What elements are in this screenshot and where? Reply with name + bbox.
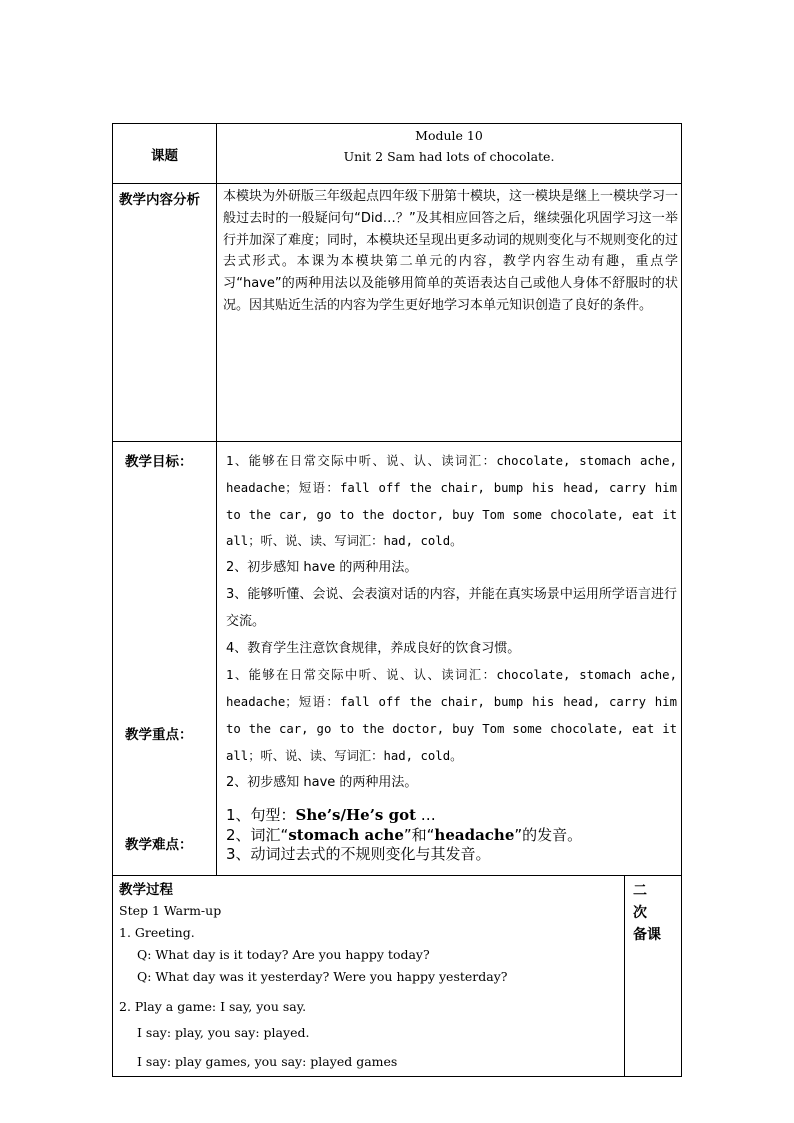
question-line: Q: What day was it yesterday? Were you happy yesterday?	[137, 969, 508, 984]
key-points-label: 教学重点：	[125, 727, 193, 743]
backup-label: 备课	[633, 927, 661, 943]
difficulties-list	[226, 806, 677, 865]
key-point-item: 1、能够在日常交际中听、说、认、读词汇：chocolate, stomach ache, headache；短语：fall off the chair, bump his head, carry him to the car, go to the doctor, buy Tom some chocolate, eat it all；听、说、读、写词汇：had, cold。	[226, 668, 677, 763]
example-line: I say: play, you say: played.	[137, 1025, 310, 1040]
topic-row	[113, 124, 682, 184]
goals-labels-column	[113, 442, 217, 876]
goal-item: 3、能够听懂、会说、会表演对话的内容，并能在真实场景中运用所学语言进行交流。	[226, 586, 677, 629]
difficulty-text: 1、句型：	[226, 806, 296, 825]
backup-label-part: 次	[633, 905, 647, 921]
backup-label-part: 二	[633, 883, 665, 899]
module-title: Module 10	[415, 128, 483, 143]
process-row	[113, 876, 682, 1077]
difficulty-item	[226, 826, 677, 846]
process-label: 教学过程	[119, 882, 173, 898]
difficulties-label: 教学难点：	[125, 837, 193, 853]
topic-label: 课题	[113, 124, 217, 184]
difficulty-bold: She’s/He’s got	[295, 806, 417, 825]
lesson-plan-table	[112, 123, 682, 1077]
difficulty-item	[226, 806, 677, 826]
key-point-item: 2、初步感知 have 的两种用法。	[226, 774, 418, 790]
backup-notes-cell	[625, 876, 682, 1077]
goal-item: 2、初步感知 have 的两种用法。	[226, 560, 418, 576]
goals-label: 教学目标：	[125, 454, 193, 470]
step-title: Step 1 Warm-up	[119, 903, 222, 918]
game-item: 2. Play a game: I say, you say.	[119, 999, 307, 1014]
goal-item: 1、能够在日常交际中听、说、认、读词汇：chocolate, stomach ache, headache；短语：fall off the chair, bump his head, carry him to the car, go to the doctor, buy Tom some chocolate, eat it all；听、说、读、写词汇：had, cold。	[226, 454, 677, 549]
analysis-row	[113, 184, 682, 442]
goals-content	[217, 442, 682, 876]
goals-row	[113, 442, 682, 876]
difficulty-text: ”的发音。	[514, 825, 583, 844]
difficulty-text: 2、词汇“	[226, 825, 289, 844]
unit-title: Unit 2 Sam had lots of chocolate.	[343, 149, 555, 164]
difficulty-item	[226, 845, 677, 865]
difficulty-text: …	[416, 806, 436, 825]
question-line: Q: What day is it today? Are you happy today?	[137, 947, 430, 962]
difficulty-text: 3、动词过去式的不规则变化与其发音。	[226, 845, 491, 864]
difficulty-text: ”和“	[403, 825, 435, 844]
greeting-item: 1. Greeting.	[119, 925, 195, 940]
example-line: I say: play games, you say: played games	[137, 1054, 398, 1069]
analysis-label: 教学内容分析	[113, 184, 217, 442]
goal-item: 4、教育学生注意饮食规律，养成良好的饮食习惯。	[226, 640, 521, 656]
analysis-text: 本模块为外研版三年级起点四年级下册第十模块，这一模块是继上一模块学习一般过去时的一般疑问句“Did…？”及其相应回答之后，继续强化巩固学习这一举行并加深了难度；同时，本模块还呈现出更多动词的规则变化与不规则变化的过去式形式。本课为本模块第二单元的内容，教学内容生动有趣，重点学习“have”的两种用法以及能够用简单的英语表达自己或他人身体不舒服时的状况。因其贴近生活的内容为学生更好地学习本单元知识创造了良好的条件。	[217, 184, 682, 442]
topic-value	[217, 124, 682, 184]
difficulty-bold: headache	[434, 825, 515, 844]
difficulty-bold: stomach ache	[288, 825, 404, 844]
process-cell	[113, 876, 625, 1077]
